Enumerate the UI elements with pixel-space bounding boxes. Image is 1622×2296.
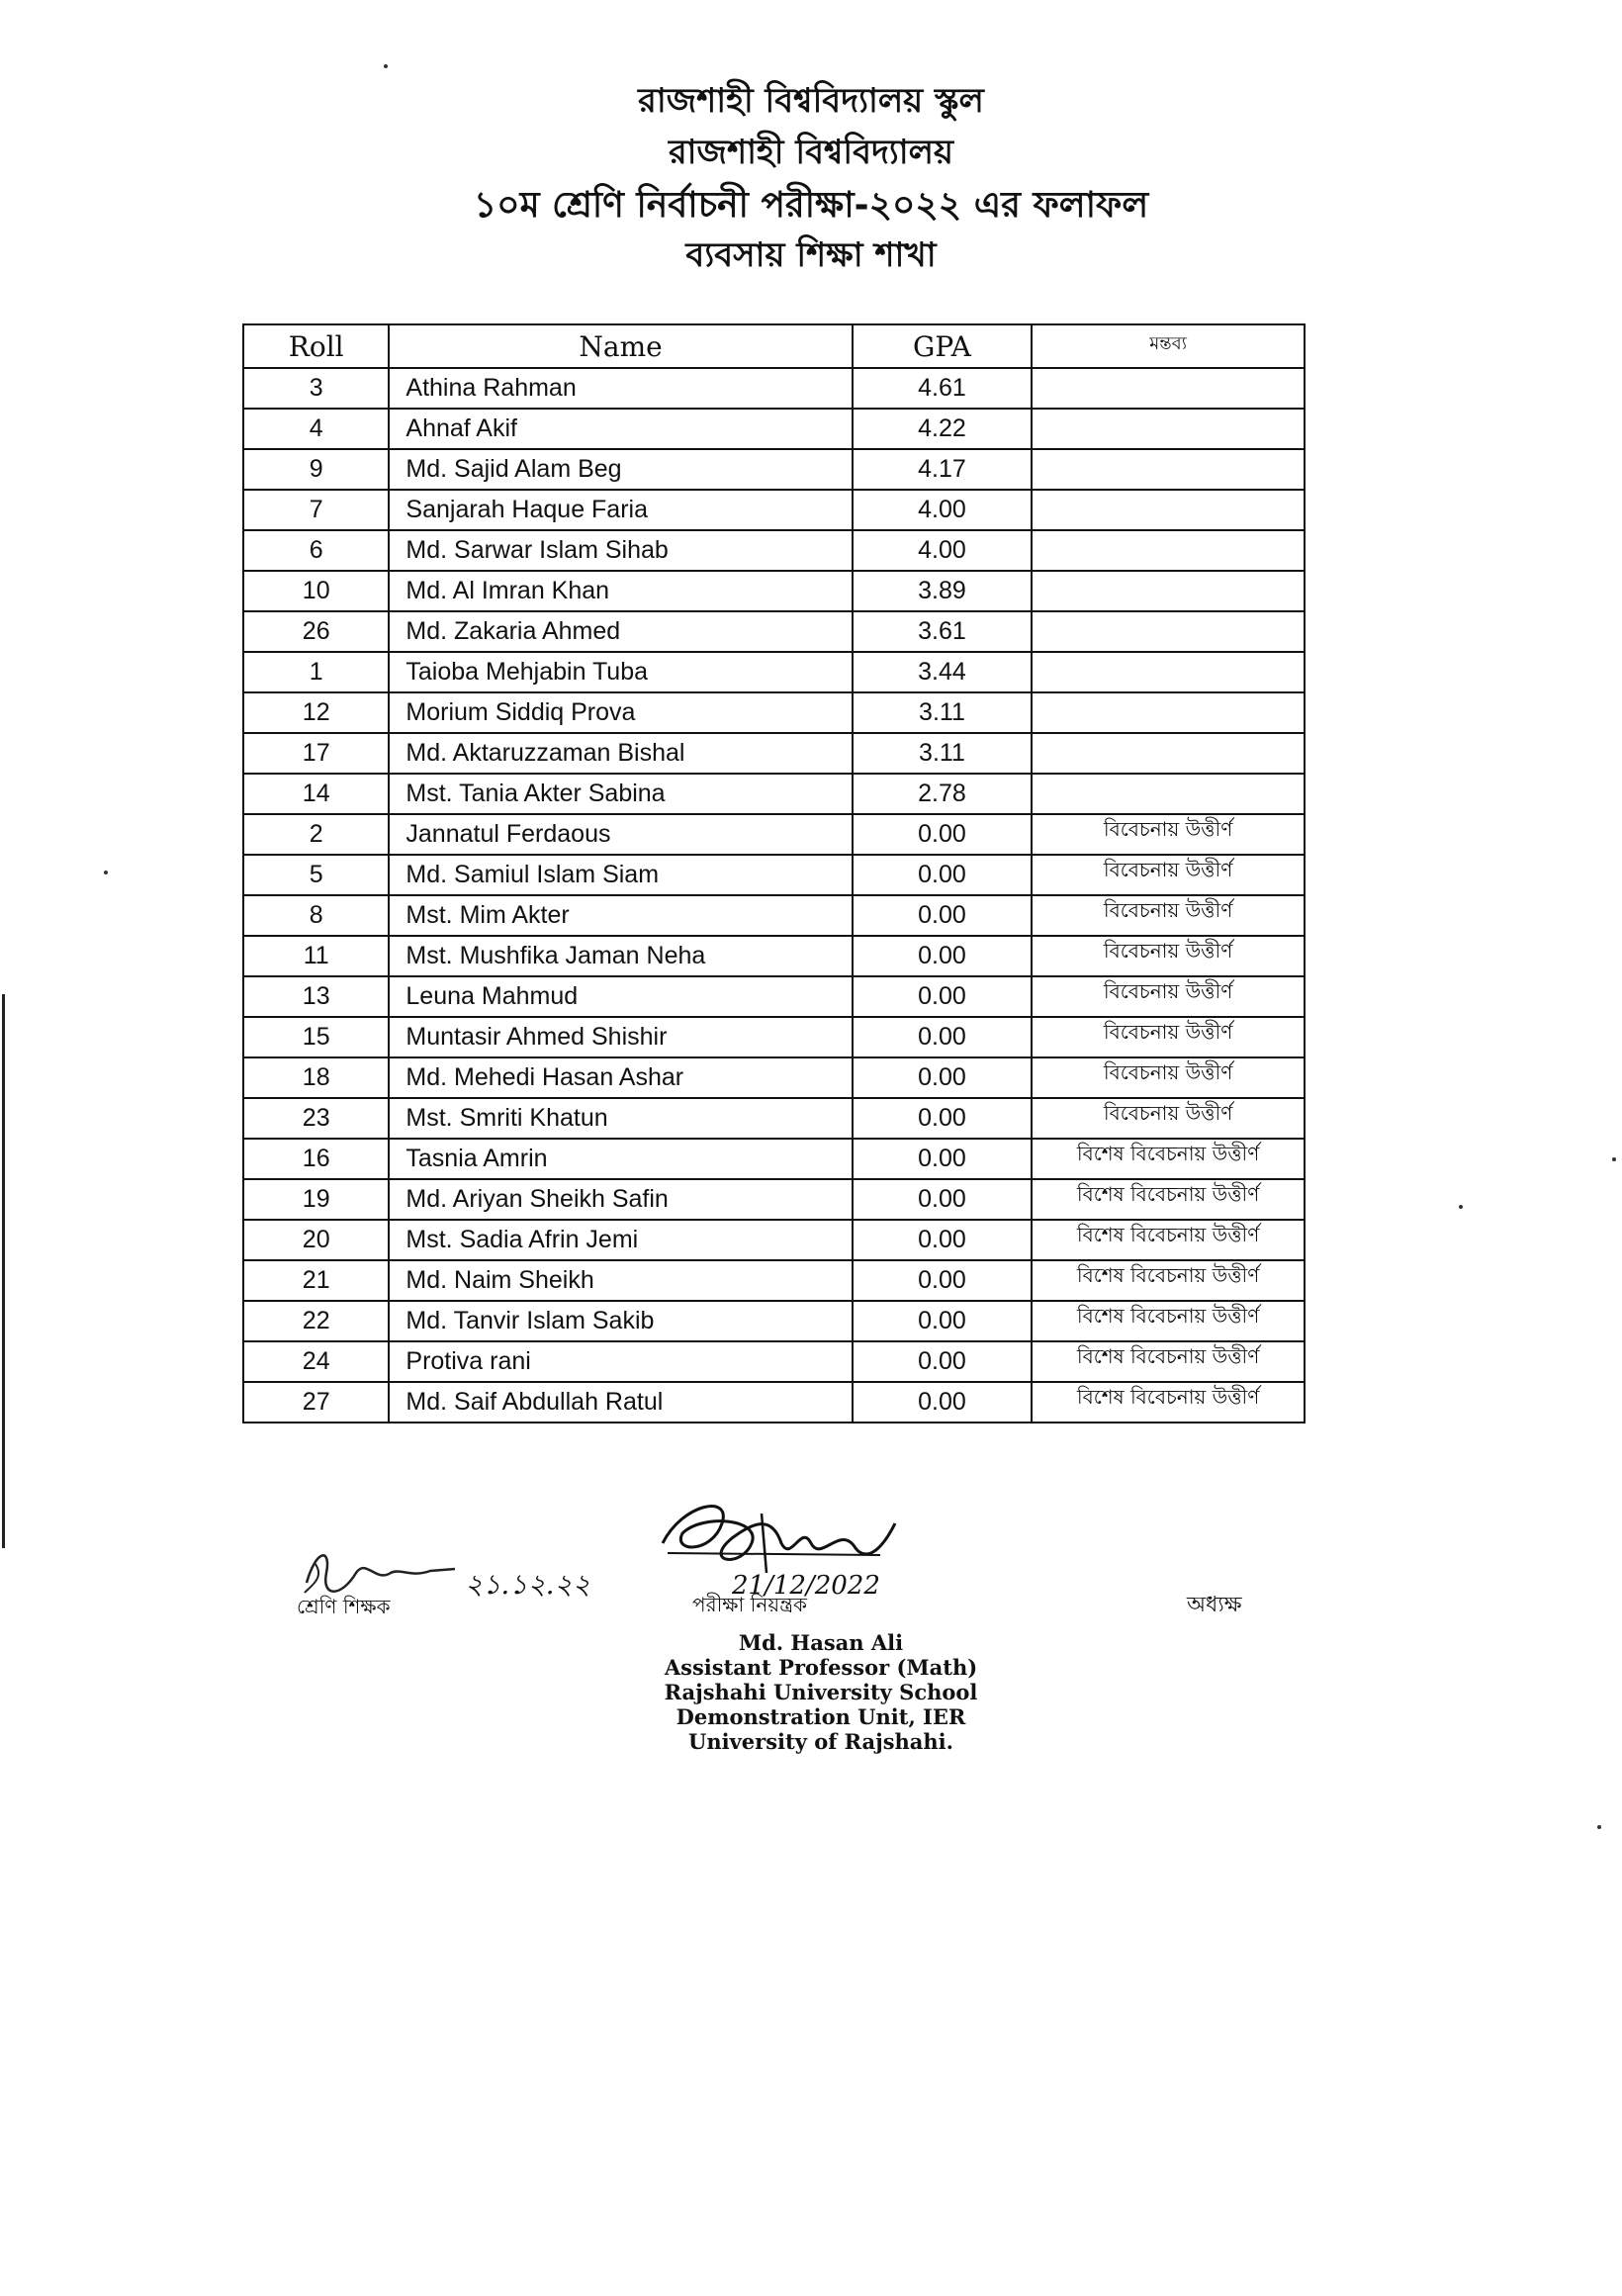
gpa-cell: 0.00 [853, 1098, 1033, 1139]
name-cell: Md. Ariyan Sheikh Safin [389, 1179, 852, 1220]
roll-cell: 4 [243, 409, 389, 449]
remark-cell [1032, 733, 1305, 774]
name-cell: Ahnaf Akif [389, 409, 852, 449]
teacher-label: শ্রেণি শিক্ষক [297, 1595, 391, 1618]
table-row [243, 976, 1305, 1017]
table-row [243, 368, 1305, 409]
scan-speck [384, 64, 388, 68]
school-name: রাজশাহী বিশ্ববিদ্যালয় স্কুল [638, 81, 984, 121]
name-cell: Md. Sajid Alam Beg [389, 449, 852, 490]
gpa-cell: 4.17 [853, 449, 1033, 490]
remark-cell [1032, 652, 1305, 692]
name-cell: Md. Samiul Islam Siam [389, 855, 852, 895]
roll-cell: 23 [243, 1098, 389, 1139]
remark-cell: বিশেষ বিবেচনায় উত্তীর্ণ [1032, 1139, 1305, 1179]
table-row [243, 692, 1305, 733]
name-cell: Md. Naim Sheikh [389, 1260, 852, 1301]
scan-speck [104, 871, 108, 874]
name-cell: Protiva rani [389, 1341, 852, 1382]
scan-edge-line [2, 994, 5, 1548]
table-row [243, 652, 1305, 692]
roll-cell: 10 [243, 571, 389, 611]
branch-name: ব্যবসায় শিক্ষা শাখা [685, 235, 937, 275]
table-row [243, 1139, 1305, 1179]
name-cell: Mst. Mushfika Jaman Neha [389, 936, 852, 976]
table-row [243, 1301, 1305, 1341]
scan-speck [1459, 1205, 1463, 1209]
roll-cell: 8 [243, 895, 389, 936]
column-header-remark: মন্তব্য [1032, 324, 1305, 368]
name-cell: Mst. Smriti Khatun [389, 1098, 852, 1139]
gpa-cell: 0.00 [853, 1382, 1033, 1423]
remark-cell [1032, 490, 1305, 530]
roll-cell: 9 [243, 449, 389, 490]
name-cell: Md. Saif Abdullah Ratul [389, 1382, 852, 1423]
roll-cell: 22 [243, 1301, 389, 1341]
gpa-cell: 0.00 [853, 895, 1033, 936]
table-row [243, 1260, 1305, 1301]
gpa-cell: 2.78 [853, 774, 1033, 814]
roll-cell: 15 [243, 1017, 389, 1057]
remark-cell: বিশেষ বিবেচনায় উত্তীর্ণ [1032, 1341, 1305, 1382]
name-cell: Md. Aktaruzzaman Bishal [389, 733, 852, 774]
gpa-cell: 0.00 [853, 1220, 1033, 1260]
gpa-cell: 0.00 [853, 1057, 1033, 1098]
gpa-cell: 0.00 [853, 1341, 1033, 1382]
exam-title: ১০ম শ্রেণি নির্বাচনী পরীক্ষা-২০২২ এর ফলাফল [473, 185, 1149, 226]
table-row [243, 733, 1305, 774]
examiner-sign-date: 21/12/2022 [732, 1571, 880, 1601]
remark-cell: বিবেচনায় উত্তীর্ণ [1032, 1057, 1305, 1098]
roll-cell: 18 [243, 1057, 389, 1098]
gpa-cell: 3.44 [853, 652, 1033, 692]
name-cell: Md. Tanvir Islam Sakib [389, 1301, 852, 1341]
table-row [243, 571, 1305, 611]
gpa-cell: 0.00 [853, 1017, 1033, 1057]
remark-cell: বিবেচনায় উত্তীর্ণ [1032, 936, 1305, 976]
roll-cell: 6 [243, 530, 389, 571]
roll-cell: 2 [243, 814, 389, 855]
remark-cell [1032, 368, 1305, 409]
stamp-name: Md. Hasan Ali [738, 1630, 904, 1655]
name-cell: Mst. Sadia Afrin Jemi [389, 1220, 852, 1260]
roll-cell: 21 [243, 1260, 389, 1301]
gpa-cell: 0.00 [853, 855, 1033, 895]
remark-cell: বিশেষ বিবেচনায় উত্তীর্ণ [1032, 1382, 1305, 1423]
column-header-roll: Roll [243, 324, 389, 368]
roll-cell: 3 [243, 368, 389, 409]
roll-cell: 20 [243, 1220, 389, 1260]
roll-cell: 14 [243, 774, 389, 814]
name-cell: Jannatul Ferdaous [389, 814, 852, 855]
remark-cell [1032, 571, 1305, 611]
table-row [243, 409, 1305, 449]
remark-cell: বিবেচনায় উত্তীর্ণ [1032, 855, 1305, 895]
name-cell: Md. Mehedi Hasan Ashar [389, 1057, 852, 1098]
name-cell: Md. Zakaria Ahmed [389, 611, 852, 652]
stamp-unit: Demonstration Unit, IER [676, 1704, 966, 1729]
results-table [242, 323, 1306, 1424]
gpa-cell: 0.00 [853, 1179, 1033, 1220]
roll-cell: 5 [243, 855, 389, 895]
roll-cell: 7 [243, 490, 389, 530]
remark-cell [1032, 692, 1305, 733]
remark-cell: বিবেচনায় উত্তীর্ণ [1032, 895, 1305, 936]
table-row [243, 530, 1305, 571]
table-row [243, 449, 1305, 490]
gpa-cell: 0.00 [853, 814, 1033, 855]
scan-speck [1612, 1157, 1616, 1161]
name-cell: Mst. Mim Akter [389, 895, 852, 936]
table-row [243, 855, 1305, 895]
roll-cell: 17 [243, 733, 389, 774]
roll-cell: 13 [243, 976, 389, 1017]
roll-cell: 1 [243, 652, 389, 692]
name-cell: Leuna Mahmud [389, 976, 852, 1017]
principal-label: অধ্যক্ষ [1187, 1593, 1242, 1617]
table-row [243, 774, 1305, 814]
remark-cell: বিবেচনায় উত্তীর্ণ [1032, 1017, 1305, 1057]
gpa-cell: 4.22 [853, 409, 1033, 449]
gpa-cell: 4.61 [853, 368, 1033, 409]
table-header-row [243, 324, 1305, 368]
remark-cell [1032, 611, 1305, 652]
gpa-cell: 3.11 [853, 692, 1033, 733]
roll-cell: 19 [243, 1179, 389, 1220]
roll-cell: 24 [243, 1341, 389, 1382]
table-row [243, 611, 1305, 652]
table-row [243, 1017, 1305, 1057]
remark-cell: বিবেচনায় উত্তীর্ণ [1032, 1098, 1305, 1139]
table-row [243, 490, 1305, 530]
table-row [243, 1341, 1305, 1382]
name-cell: Md. Sarwar Islam Sihab [389, 530, 852, 571]
gpa-cell: 0.00 [853, 1139, 1033, 1179]
gpa-cell: 0.00 [853, 1260, 1033, 1301]
stamp-title: Assistant Professor (Math) [664, 1655, 978, 1680]
name-cell: Taioba Mehjabin Tuba [389, 652, 852, 692]
table-row [243, 895, 1305, 936]
gpa-cell: 4.00 [853, 530, 1033, 571]
gpa-cell: 3.61 [853, 611, 1033, 652]
roll-cell: 11 [243, 936, 389, 976]
remark-cell: বিশেষ বিবেচনায় উত্তীর্ণ [1032, 1260, 1305, 1301]
stamp-school: Rajshahi University School [664, 1680, 978, 1704]
examiner-label: পরীক্ষা নিয়ন্ত্রক [692, 1593, 807, 1616]
remark-cell: বিবেচনায় উত্তীর্ণ [1032, 814, 1305, 855]
name-cell: Sanjarah Haque Faria [389, 490, 852, 530]
stamp-university: University of Rajshahi. [688, 1729, 953, 1754]
remark-cell [1032, 530, 1305, 571]
gpa-cell: 4.00 [853, 490, 1033, 530]
name-cell: Athina Rahman [389, 368, 852, 409]
table-row [243, 1179, 1305, 1220]
roll-cell: 27 [243, 1382, 389, 1423]
remark-cell: বিশেষ বিবেচনায় উত্তীর্ণ [1032, 1220, 1305, 1260]
column-header-name: Name [389, 324, 852, 368]
scan-speck [1597, 1825, 1601, 1829]
university-name: রাজশাহী বিশ্ববিদ্যালয় [668, 133, 954, 172]
table-row [243, 1098, 1305, 1139]
name-cell: Muntasir Ahmed Shishir [389, 1017, 852, 1057]
gpa-cell: 0.00 [853, 1301, 1033, 1341]
name-cell: Md. Al Imran Khan [389, 571, 852, 611]
remark-cell [1032, 449, 1305, 490]
table-row [243, 1382, 1305, 1423]
gpa-cell: 3.89 [853, 571, 1033, 611]
table-row [243, 814, 1305, 855]
remark-cell [1032, 774, 1305, 814]
roll-cell: 26 [243, 611, 389, 652]
name-cell: Tasnia Amrin [389, 1139, 852, 1179]
table-row [243, 936, 1305, 976]
remark-cell [1032, 409, 1305, 449]
remark-cell: বিশেষ বিবেচনায় উত্তীর্ণ [1032, 1301, 1305, 1341]
remark-cell: বিবেচনায় উত্তীর্ণ [1032, 976, 1305, 1017]
table-row [243, 1057, 1305, 1098]
official-stamp [593, 1630, 1048, 1754]
roll-cell: 12 [243, 692, 389, 733]
roll-cell: 16 [243, 1139, 389, 1179]
table-row [243, 1220, 1305, 1260]
gpa-cell: 0.00 [853, 936, 1033, 976]
teacher-sign-date: ২১.১২.২২ [465, 1568, 590, 1601]
name-cell: Mst. Tania Akter Sabina [389, 774, 852, 814]
gpa-cell: 3.11 [853, 733, 1033, 774]
column-header-gpa: GPA [853, 324, 1033, 368]
remark-cell: বিশেষ বিবেচনায় উত্তীর্ণ [1032, 1179, 1305, 1220]
name-cell: Morium Siddiq Prova [389, 692, 852, 733]
gpa-cell: 0.00 [853, 976, 1033, 1017]
